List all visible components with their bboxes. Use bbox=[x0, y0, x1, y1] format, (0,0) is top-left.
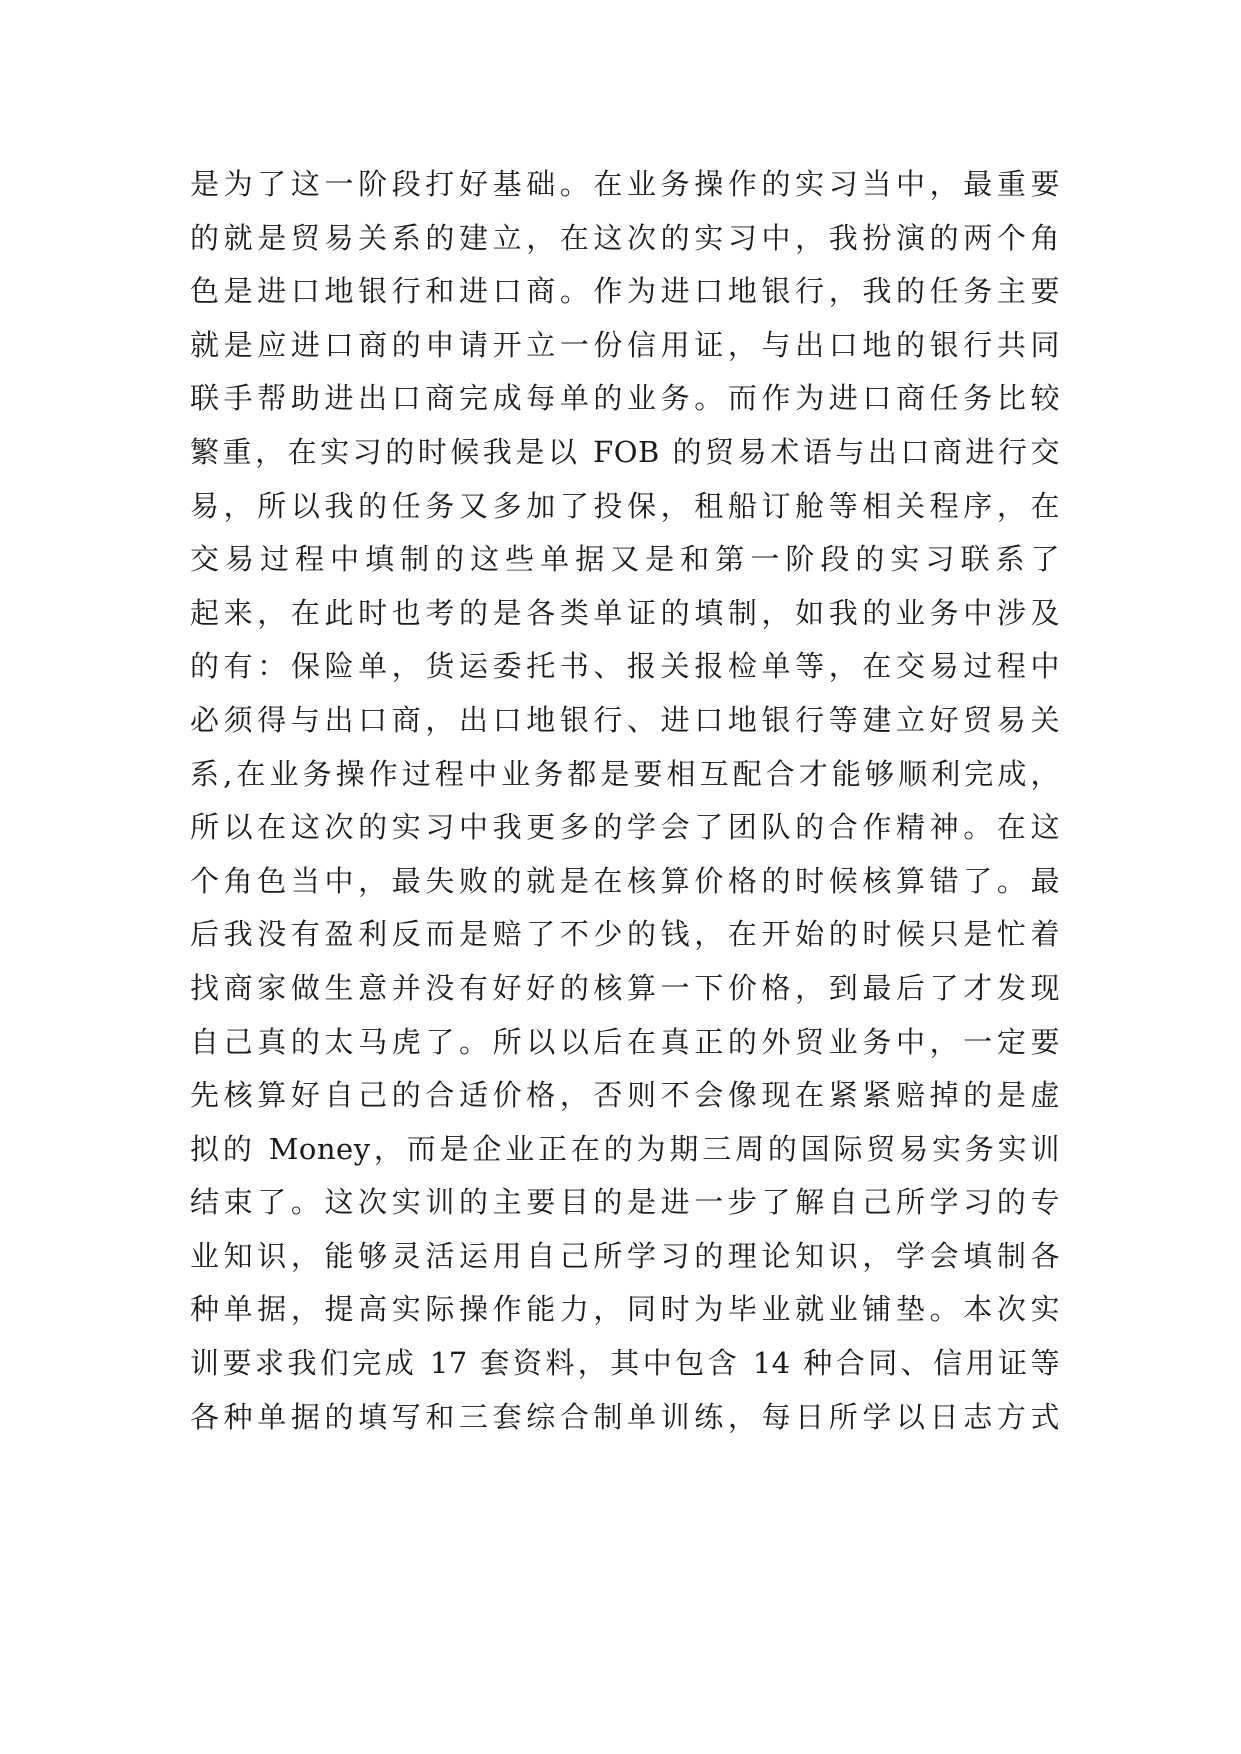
text-line: 拟的 Money，而是企业正在的为期三周的国际贸易实务实训 bbox=[190, 1131, 1060, 1166]
text-line: 交易过程中填制的这些单据又是和第一阶段的实习联系了 bbox=[190, 542, 1060, 577]
text-line: 就是应进口商的申请开立一份信用证，与出口地的银行共同 bbox=[190, 327, 1060, 362]
text-line: 自己真的太马虎了。所以以后在真正的外贸业务中，一定要 bbox=[190, 1024, 1060, 1059]
text-line: 各种单据的填写和三套综合制单训练，每日所学以日志方式 bbox=[190, 1399, 1060, 1434]
text-line: 色是进口地银行和进口商。作为进口地银行，我的任务主要 bbox=[190, 274, 1060, 309]
text-line: 训要求我们完成 17 套资料，其中包含 14 种合同、信用证等 bbox=[190, 1346, 1060, 1381]
text-line: 种单据，提高实际操作能力，同时为毕业就业铺垫。本次实 bbox=[190, 1292, 1060, 1327]
text-line: 的就是贸易关系的建立，在这次的实习中，我扮演的两个角 bbox=[190, 220, 1060, 255]
text-line: 繁重，在实习的时候我是以 FOB 的贸易术语与出口商进行交 bbox=[190, 434, 1060, 469]
text-line: 必须得与出口商，出口地银行、进口地银行等建立好贸易关 bbox=[190, 702, 1060, 737]
text-line: 是为了这一阶段打好基础。在业务操作的实习当中，最重要 bbox=[190, 167, 1060, 201]
text-line: 找商家做生意并没有好好的核算一下价格，到最后了才发现 bbox=[190, 970, 1060, 1005]
text-line: 所以在这次的实习中我更多的学会了团队的合作精神。在这 bbox=[190, 810, 1060, 845]
text-line: 联手帮助进出口商完成每单的业务。而作为进口商任务比较 bbox=[190, 381, 1060, 416]
text-line: 后我没有盈利反而是赔了不少的钱，在开始的时候只是忙着 bbox=[190, 917, 1060, 952]
text-line: 易，所以我的任务又多加了投保，租船订舱等相关程序，在 bbox=[190, 488, 1060, 523]
text-line: 个角色当中，最失败的就是在核算价格的时候核算错了。最 bbox=[190, 863, 1060, 898]
text-line: 业知识，能够灵活运用自己所学习的理论知识，学会填制各 bbox=[190, 1238, 1060, 1273]
text-line: 系,在业务操作过程中业务都是要相互配合才能够顺利完成， bbox=[190, 756, 1060, 791]
text-line: 的有：保险单，货运委托书、报关报检单等，在交易过程中 bbox=[190, 649, 1060, 684]
text-line: 起来，在此时也考的是各类单证的填制，如我的业务中涉及 bbox=[190, 595, 1060, 630]
text-line: 先核算好自己的合适价格，否则不会像现在紧紧赔掉的是虚 bbox=[190, 1078, 1060, 1113]
text-line: 结束了。这次实训的主要目的是进一步了解自己所学习的专 bbox=[190, 1185, 1060, 1220]
body-text bbox=[190, 158, 1060, 1444]
